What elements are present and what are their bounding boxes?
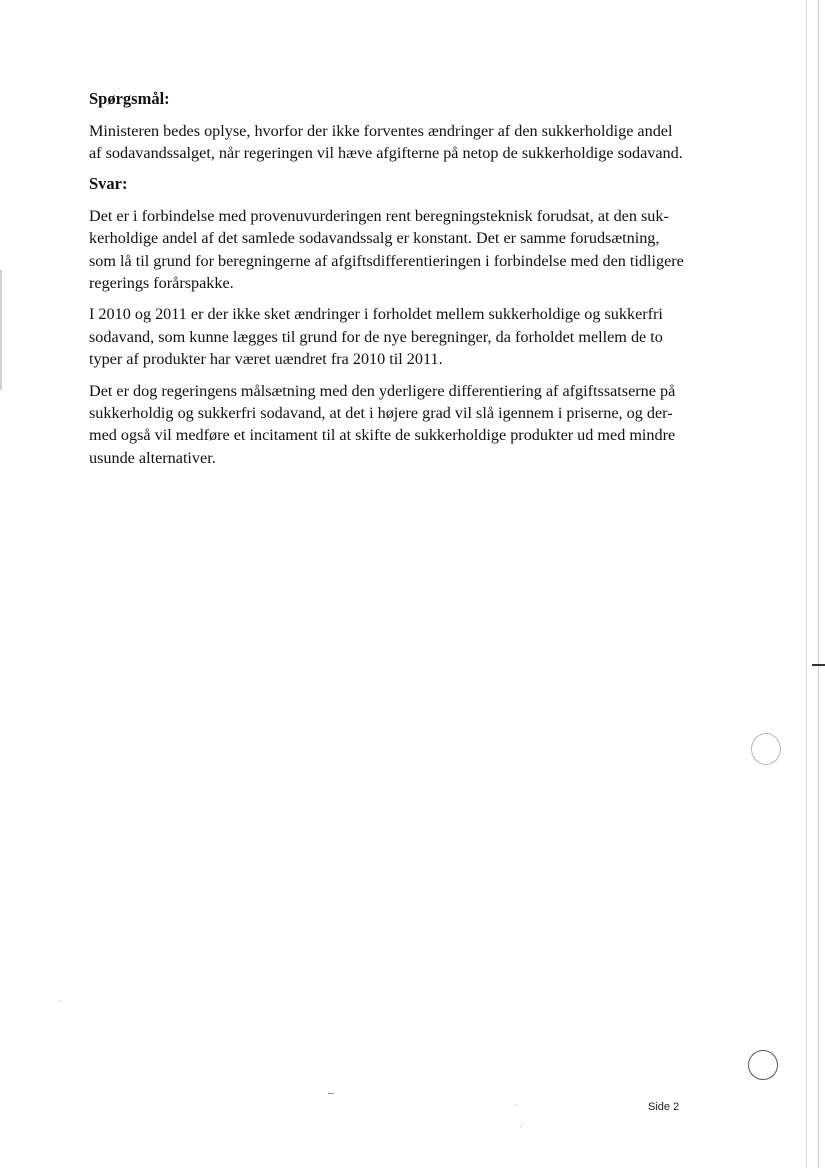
text-line: sodavand, som kunne lægges til grund for de nye beregninger, da forholdet mellem de to (89, 327, 663, 346)
scan-edge-line (806, 0, 807, 1168)
scan-speck (328, 1093, 334, 1094)
scan-margin-tick (812, 664, 825, 666)
text-line: sukkerholdig og sukkerfri sodavand, at det i højere grad vil slå igennem i priserne, og der- (89, 404, 673, 423)
question-heading: Spørgsmål: (89, 89, 170, 108)
text-line: som lå til grund for beregningerne af afgiftsdifferentieringen i forbindelse med den tidligere (89, 251, 684, 270)
text-line: med også vil medføre et incitament til at skifte de sukkerholdige produkter ud med mindre (89, 426, 676, 445)
scan-speck (60, 1000, 61, 1001)
text-line: kerholdige andel af det samlede sodavandssalg er konstant. Det er samme forudsætning, (89, 229, 660, 248)
answer-paragraph (89, 205, 699, 295)
text-line: typer af produkter har været uændret fra 2010 til 2011. (89, 350, 443, 369)
page-number: Side 2 (648, 1101, 680, 1113)
answer-paragraph (89, 303, 699, 370)
text-line: Ministeren bedes oplyse, hvorfor der ikke forventes ændringer af den sukkerholdige andel (89, 122, 673, 140)
punch-hole-mark (751, 733, 781, 765)
scan-speck (520, 1126, 521, 1127)
answer-paragraph (89, 380, 699, 470)
text-line: Det er i forbindelse med provenuvurderingen rent beregningsteknisk forudsat, at den suk- (89, 206, 669, 225)
scan-speck (515, 1104, 516, 1105)
text-line: af sodavandssalget, når regeringen vil hæve afgifterne på netop de sukkerholdige sodavand. (89, 144, 683, 163)
text-line: usunde alternativer. (89, 448, 216, 467)
question-text (89, 120, 699, 165)
scan-edge-line (818, 0, 819, 1168)
text-line: Det er dog regeringens målsætning med den yderligere differentiering af afgiftssatserne på (89, 381, 676, 400)
scan-edge-mark (0, 270, 2, 390)
text-line: I 2010 og 2011 er der ikke sket ændringer i forholdet mellem sukkerholdige og sukkerfri (89, 305, 663, 324)
punch-hole-mark (748, 1050, 778, 1080)
text-line: regerings forårspakke. (89, 274, 234, 293)
answer-heading: Svar: (89, 173, 128, 193)
document-body (89, 88, 699, 469)
